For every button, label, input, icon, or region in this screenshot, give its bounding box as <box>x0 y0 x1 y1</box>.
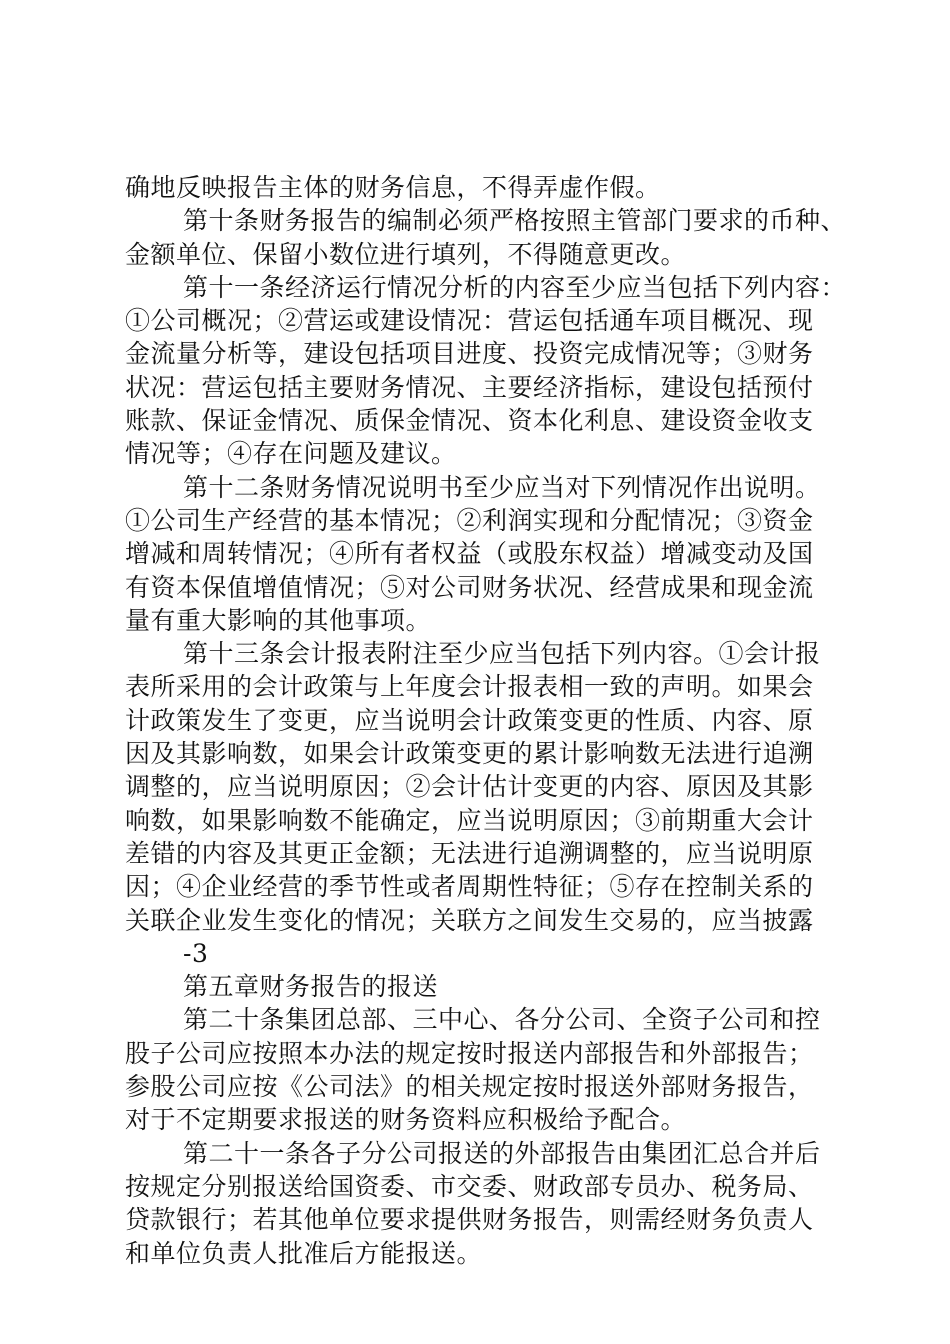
text-line: 计政策发生了变更，应当说明会计政策变更的性质、内容、原 <box>125 705 814 735</box>
text-line: 调整的，应当说明原因；②会计估计变更的内容、原因及其影 <box>125 772 814 802</box>
article-11-line: 第十一条经济运行情况分析的内容至少应当包括下列内容： <box>183 272 847 302</box>
text-line: 参股公司应按《公司法》的相关规定按时报送外部财务报告， <box>125 1072 814 1102</box>
text-line: 对于不定期要求报送的财务资料应积极给予配合。 <box>125 1105 687 1135</box>
text-line: 量有重大影响的其他事项。 <box>125 605 432 635</box>
text-line: 情况等；④存在问题及建议。 <box>125 439 457 469</box>
text-line: 和单位负责人批准后方能报送。 <box>125 1238 483 1268</box>
text-line: ①公司生产经营的基本情况；②利润实现和分配情况；③资金 <box>125 505 814 535</box>
text-line: 股子公司应按照本办法的规定按时报送内部报告和外部报告； <box>125 1038 814 1068</box>
text-line: 因；④企业经营的季节性或者周期性特征；⑤存在控制关系的 <box>125 872 814 902</box>
text-line: 状况：营运包括主要财务情况、主要经济指标，建设包括预付 <box>125 372 814 402</box>
text-line: 金流量分析等，建设包括项目进度、投资完成情况等；③财务 <box>125 339 814 369</box>
text-line: 账款、保证金情况、质保金情况、资本化利息、建设资金收支 <box>125 406 814 436</box>
text-line: 贷款银行；若其他单位要求提供财务报告，则需经财务负责人 <box>125 1205 814 1235</box>
text-line: 关联企业发生变化的情况；关联方之间发生交易的，应当披露 <box>125 905 814 935</box>
text-line: 差错的内容及其更正金额；无法进行追溯调整的，应当说明原 <box>125 838 814 868</box>
text-line: 表所采用的会计政策与上年度会计报表相一致的声明。如果会 <box>125 672 814 702</box>
text-line: 按规定分别报送给国资委、市交委、财政部专员办、税务局、 <box>125 1171 814 1201</box>
page-number: -3 <box>183 938 209 968</box>
text-line: ①公司概况；②营运或建设情况：营运包括通车项目概况、现 <box>125 306 814 336</box>
chapter-heading: 第五章财务报告的报送 <box>183 972 439 1002</box>
text-line: 有资本保值增值情况；⑤对公司财务状况、经营成果和现金流 <box>125 572 814 602</box>
article-10-line: 第十条财务报告的编制必须严格按照主管部门要求的币种、 <box>183 206 847 236</box>
text-line: 因及其影响数，如果会计政策变更的累计影响数无法进行追溯 <box>125 739 814 769</box>
text-line: 确地反映报告主体的财务信息，不得弄虚作假。 <box>125 173 661 202</box>
text-line: 响数，如果影响数不能确定，应当说明原因；③前期重大会计 <box>125 805 814 835</box>
article-20-line: 第二十条集团总部、三中心、各分公司、全资子公司和控 <box>183 1005 821 1035</box>
document-body <box>125 171 865 1270</box>
text-line: 金额单位、保留小数位进行填列，不得随意更改。 <box>125 239 687 269</box>
article-12-line: 第十二条财务情况说明书至少应当对下列情况作出说明。 <box>183 472 821 502</box>
article-21-line: 第二十一条各子分公司报送的外部报告由集团汇总合并后 <box>183 1138 821 1168</box>
text-line: 增减和周转情况；④所有者权益（或股东权益）增减变动及国 <box>125 539 814 569</box>
article-13-line: 第十三条会计报表附注至少应当包括下列内容。①会计报 <box>183 639 821 669</box>
